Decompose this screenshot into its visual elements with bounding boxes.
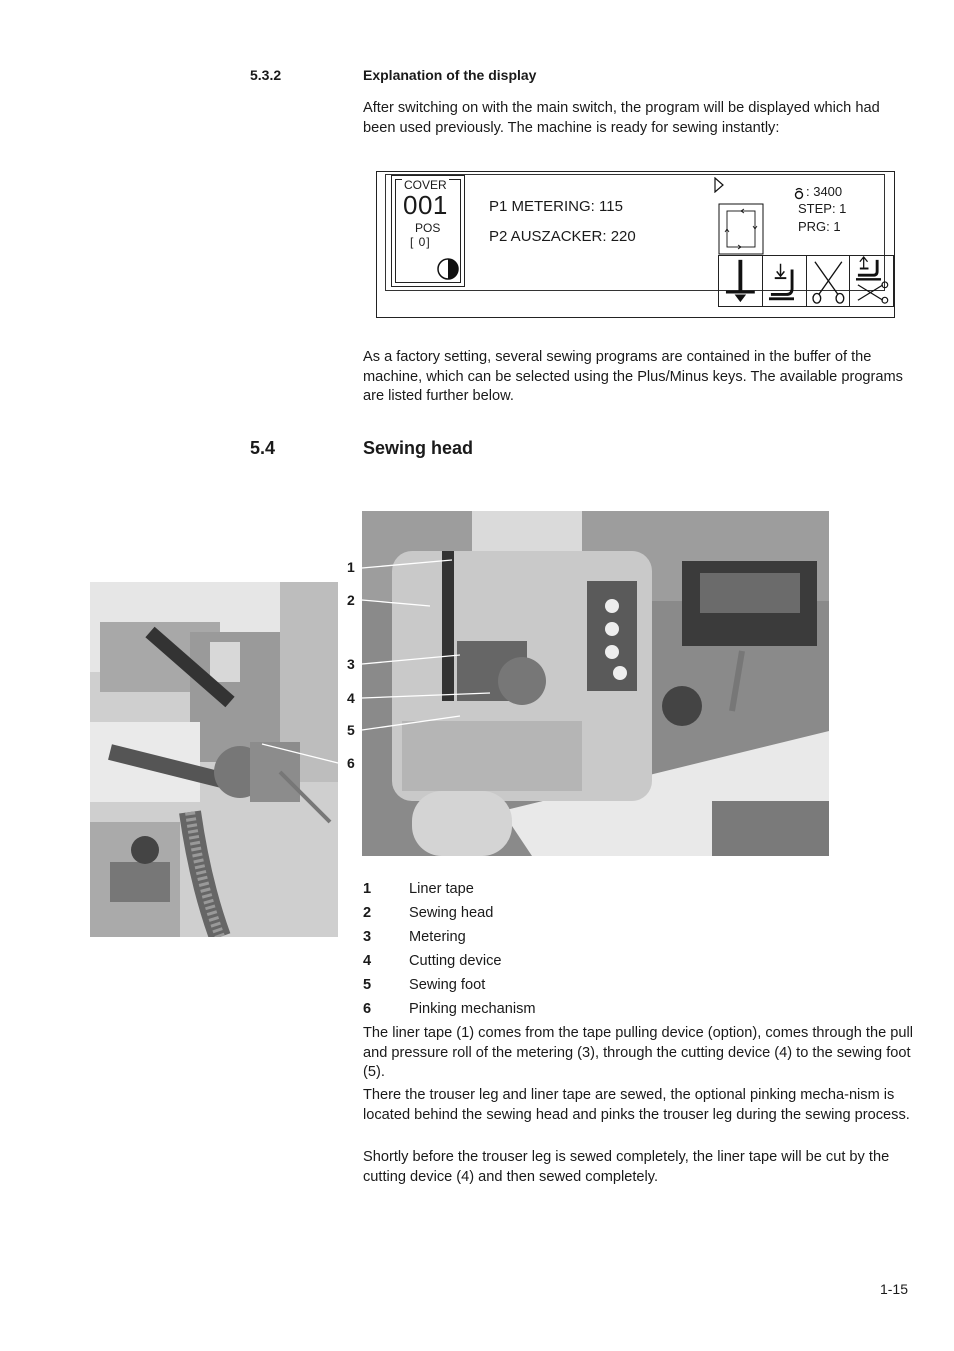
callout-3: 3	[347, 656, 355, 672]
half-circle-icon	[437, 258, 459, 280]
section-title-532: Explanation of the display	[363, 67, 537, 83]
speed-icon	[794, 187, 804, 200]
needle-down-icon	[719, 256, 762, 306]
needle-down-cell	[719, 256, 763, 306]
legend-item: 5 Sewing foot	[363, 977, 486, 993]
body-paragraph-3: Shortly before the trouser leg is sewed completely, the liner tape will be cut by the cutting device (4) and then sewed completely.	[363, 1149, 890, 1185]
factory-setting-paragraph: As a factory setting, several sewing programs are contained in the buffer of the machine, which can be selected using the Plus/Minus keys. The available programs are listed further below.	[363, 349, 903, 404]
section-number-532: 5.3.2	[250, 67, 282, 83]
callout-4: 4	[347, 690, 355, 706]
presser-foot-down-icon	[763, 256, 806, 306]
pos-label: POS	[415, 221, 441, 235]
callout-line-6	[260, 740, 344, 770]
callout-1: 1	[347, 559, 355, 575]
cover-label: COVER	[404, 178, 447, 192]
callout-2: 2	[347, 592, 355, 608]
callout-lines	[330, 550, 500, 780]
pos-value: [ 0]	[410, 235, 431, 249]
program-box	[391, 175, 465, 287]
status-panel	[714, 177, 895, 313]
callout-5: 5	[347, 722, 355, 738]
section-title-54: Sewing head	[363, 438, 474, 458]
legend-item: 3 Metering	[363, 929, 466, 945]
legend-item: 6 Pinking mechanism	[363, 1001, 536, 1017]
function-icon-row	[718, 255, 894, 307]
body-paragraph-1: The liner tape (1) comes from the tape pulling device (option), comes through the pull and pressure roll of the metering (3), through the cutting device (4) to the sewing foot (5).	[363, 1025, 913, 1080]
section-number-54: 5.4	[250, 438, 276, 458]
display-screen	[385, 174, 885, 291]
foot-lift-cut-icon	[850, 256, 893, 306]
presser-foot-cell	[763, 256, 807, 306]
control-display	[376, 171, 895, 318]
prg-value: PRG: 1	[798, 219, 841, 234]
p1-metering: P1 METERING: 115	[489, 198, 623, 215]
foot-lift-cut-cell	[850, 256, 893, 306]
play-triangle-icon	[714, 177, 724, 193]
step-value: STEP: 1	[798, 201, 847, 216]
legend-item: 2 Sewing head	[363, 905, 494, 921]
legend-item: 1 Liner tape	[363, 881, 474, 897]
p2-auszacker: P2 AUSZACKER: 220	[489, 228, 636, 245]
sewing-path-icon	[718, 203, 764, 255]
intro-paragraph: After switching on with the main switch, the program will be displayed which had been used previously. The machine is ready for sewing instantly:	[363, 100, 880, 136]
body-paragraph-2: There the trouser leg and liner tape are sewed, the optional pinking mecha-nism is located behind the sewing head and pinks the trouser leg during the sewing process.	[363, 1087, 910, 1123]
page-number: 1-15	[879, 1281, 908, 1297]
program-number: 001	[403, 190, 448, 220]
scissors-icon	[807, 256, 850, 306]
callout-6: 6	[347, 755, 355, 771]
scissors-cell	[807, 256, 851, 306]
legend-item: 4 Cutting device	[363, 953, 502, 969]
speed-value: : 3400	[806, 184, 843, 199]
